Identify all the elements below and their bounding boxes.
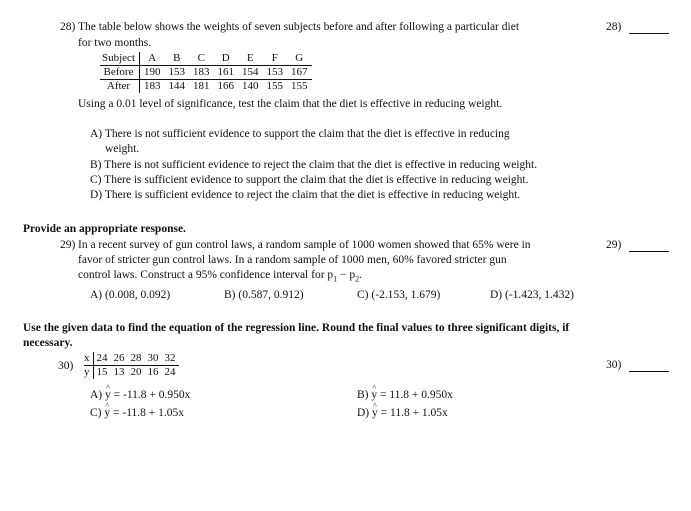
table-cell: 28 bbox=[128, 352, 145, 366]
q29-line3-text: control laws. Construct a 95% confidence interval for p bbox=[78, 269, 334, 281]
q28-text-line2: for two months. bbox=[78, 37, 152, 49]
q29-option-a[interactable] bbox=[90, 288, 170, 302]
q28-option-a-line2: weight. bbox=[105, 143, 140, 155]
q28-side-number: 28) bbox=[606, 21, 622, 33]
option-letter: A) bbox=[90, 289, 103, 301]
q30-number: 30) bbox=[58, 360, 74, 372]
option-value: (-1.423, 1.432) bbox=[505, 289, 575, 301]
table-cell: G bbox=[287, 52, 312, 66]
option-letter: C) bbox=[90, 174, 102, 186]
q28-option-c[interactable] bbox=[90, 173, 528, 187]
section-heading: Use the given data to find the equation of the regression line. Round the final values to three significant digits, if bbox=[23, 322, 570, 334]
table-cell: 32 bbox=[162, 352, 179, 366]
table-cell: A bbox=[140, 52, 165, 66]
option-value: (0.008, 0.092) bbox=[105, 289, 171, 301]
table-cell: 153 bbox=[263, 66, 288, 80]
q28-text-line1: The table below shows the weights of seven subjects before and after following a particular diet bbox=[78, 21, 520, 33]
table-cell: 16 bbox=[147, 366, 159, 378]
period: . bbox=[359, 269, 363, 281]
y-hat-symbol: ^ y bbox=[104, 406, 110, 420]
y-hat-symbol: ^ y bbox=[372, 406, 378, 420]
q29-number: 29) bbox=[60, 239, 76, 251]
table-cell: 140 bbox=[242, 80, 259, 92]
option-equation: = 11.8 + 0.950x bbox=[377, 389, 453, 401]
table-cell: 166 bbox=[217, 80, 234, 92]
table-row bbox=[100, 66, 312, 80]
option-letter: D) bbox=[490, 289, 503, 301]
option-letter: C) bbox=[90, 407, 102, 419]
y-hat-symbol: ^ y bbox=[105, 388, 111, 402]
q28-weights-table bbox=[100, 52, 312, 93]
table-row bbox=[100, 80, 312, 94]
q29-line1: In a recent survey of gun control laws, a random sample of 1000 women showed that 65% were in bbox=[78, 239, 531, 251]
option-equation: = -11.8 + 1.05x bbox=[110, 407, 184, 419]
table-cell: 15 bbox=[96, 366, 108, 378]
option-letter: A) bbox=[90, 389, 103, 401]
option-letter: B) bbox=[224, 289, 236, 301]
q30-side-number: 30) bbox=[606, 359, 622, 371]
section-heading: Provide an appropriate response. bbox=[23, 223, 186, 235]
table-row-label: After bbox=[100, 80, 140, 94]
table-row bbox=[84, 366, 179, 380]
table-row bbox=[84, 352, 179, 366]
table-cell: F bbox=[263, 52, 288, 66]
table-cell: 190 bbox=[140, 66, 165, 80]
option-letter: D) bbox=[357, 407, 370, 419]
table-cell: 183 bbox=[144, 80, 161, 92]
q29-option-b[interactable] bbox=[224, 288, 304, 302]
table-cell: C bbox=[189, 52, 214, 66]
q29-option-c[interactable] bbox=[357, 288, 440, 302]
table-cell: 167 bbox=[287, 66, 312, 80]
table-cell: 20 bbox=[130, 366, 142, 378]
q29-line2: favor of stricter gun control laws. In a random sample of 1000 men, 60% favored stricter gun bbox=[78, 254, 507, 266]
q30-option-c[interactable] bbox=[90, 406, 184, 420]
table-header-label: Subject bbox=[100, 52, 140, 66]
table-cell: 181 bbox=[193, 80, 210, 92]
option-letter: B) bbox=[357, 389, 369, 401]
table-cell: D bbox=[214, 52, 239, 66]
q28-option-d[interactable] bbox=[90, 188, 520, 202]
table-cell: 153 bbox=[165, 66, 190, 80]
option-value: (-2.153, 1.679) bbox=[371, 289, 441, 301]
option-text: There is sufficient evidence to reject the claim that the diet is effective in reducing weight. bbox=[104, 189, 521, 201]
q29-answer-blank[interactable] bbox=[629, 251, 669, 252]
table-cell: 13 bbox=[113, 366, 125, 378]
option-letter: B) bbox=[90, 159, 102, 171]
q29-side-number: 29) bbox=[606, 239, 622, 251]
q30-answer-blank[interactable] bbox=[629, 371, 669, 372]
table-cell: 30 bbox=[145, 352, 162, 366]
x-label: x bbox=[84, 352, 93, 366]
option-letter: D) bbox=[90, 189, 103, 201]
table-cell: 24 bbox=[164, 366, 176, 378]
q28-instruction: Using a 0.01 level of significance, test the claim that the diet is effective in reducing weight. bbox=[78, 98, 503, 110]
q30-option-b[interactable] bbox=[357, 388, 453, 402]
table-row-label: Before bbox=[100, 66, 140, 80]
q28-answer-blank[interactable] bbox=[629, 33, 669, 34]
q30-option-d[interactable] bbox=[357, 406, 448, 420]
q30-xy-table bbox=[84, 352, 179, 379]
p2-subscript: 2 bbox=[355, 274, 360, 284]
q29-option-d[interactable] bbox=[490, 288, 574, 302]
y-hat-symbol: ^ y bbox=[371, 388, 377, 402]
q28-option-a[interactable] bbox=[90, 127, 510, 141]
table-cell: 155 bbox=[291, 80, 308, 92]
table-cell: 24 bbox=[93, 352, 111, 366]
table-cell: E bbox=[238, 52, 263, 66]
table-cell: 26 bbox=[111, 352, 128, 366]
option-letter: A) bbox=[90, 128, 103, 140]
table-cell: 155 bbox=[266, 80, 283, 92]
table-cell: 161 bbox=[214, 66, 239, 80]
table-cell: 144 bbox=[168, 80, 185, 92]
q28-number: 28) bbox=[60, 21, 76, 33]
option-letter: C) bbox=[357, 289, 369, 301]
table-cell: 154 bbox=[238, 66, 263, 80]
table-row bbox=[100, 52, 312, 66]
option-value: (0.587, 0.912) bbox=[238, 289, 304, 301]
table-cell: B bbox=[165, 52, 190, 66]
option-text: There is sufficient evidence to support the claim that the diet is effective in reducing weight. bbox=[104, 174, 529, 186]
minus-p: − p bbox=[337, 269, 356, 281]
y-label: y bbox=[84, 366, 93, 380]
section-heading-line2: necessary. bbox=[23, 337, 73, 349]
q28-option-b[interactable] bbox=[90, 158, 537, 172]
option-equation: = 11.8 + 1.05x bbox=[377, 407, 448, 419]
option-equation: = -11.8 + 0.950x bbox=[110, 389, 191, 401]
option-text: There is not sufficient evidence to support the claim that the diet is effective in reducing bbox=[104, 128, 510, 140]
option-text: There is not sufficient evidence to reject the claim that the diet is effective in reducing weight. bbox=[104, 159, 538, 171]
q29-line3 bbox=[78, 268, 362, 286]
table-cell: 183 bbox=[189, 66, 214, 80]
p1-subscript: 1 bbox=[333, 274, 338, 284]
